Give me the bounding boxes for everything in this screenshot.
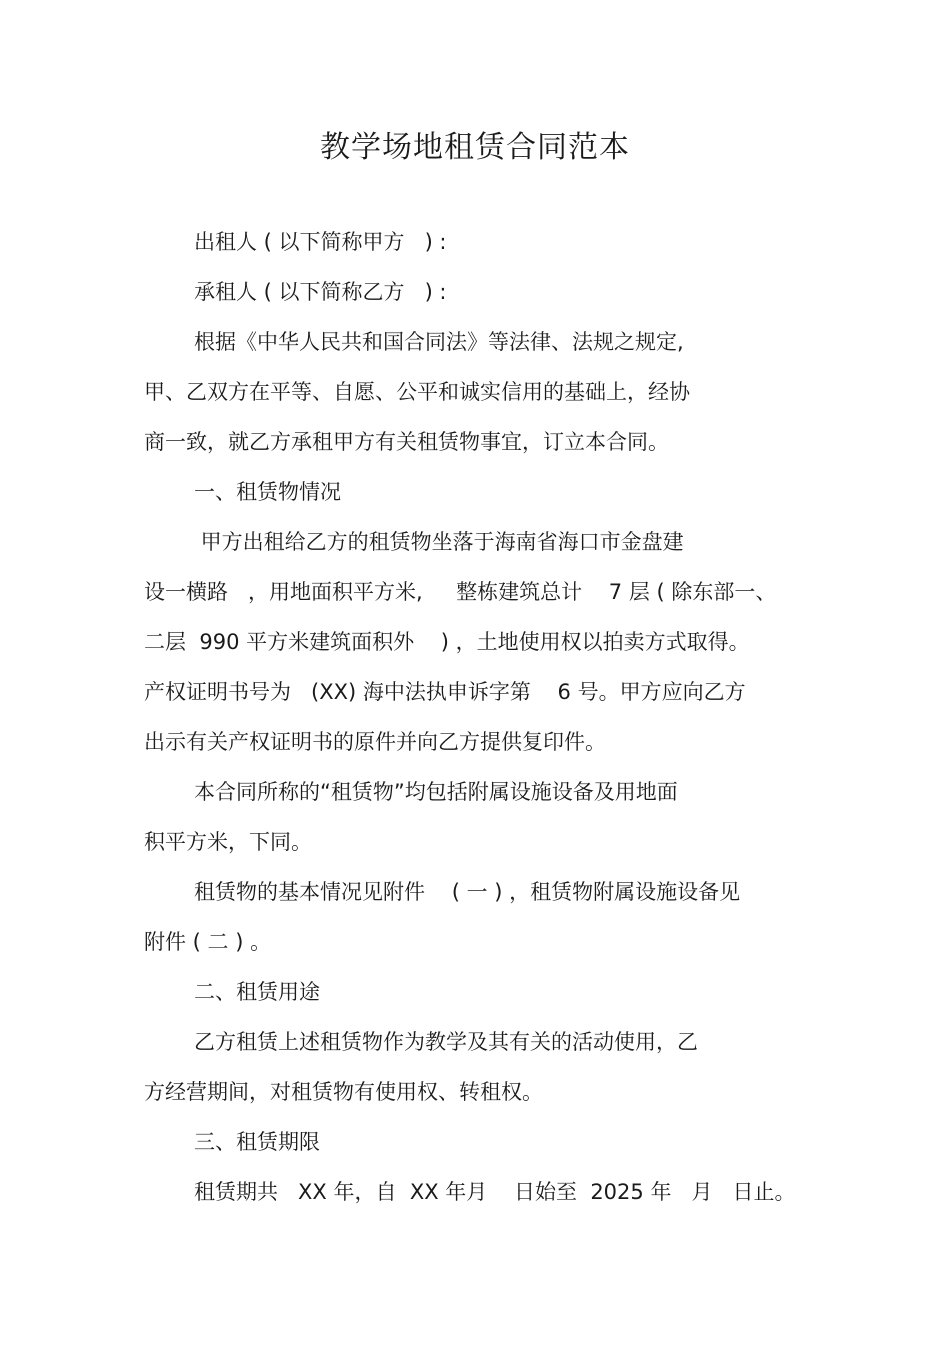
section-heading-3: 三、租赁期限 [194, 1130, 320, 1154]
lessee-line: 承租人 ( 以下简称乙方 ) : [194, 280, 447, 304]
section-heading-2: 二、租赁用途 [194, 980, 320, 1004]
section-1-para-1-line-5: 出示有关产权证明书的原件并向乙方提供复印件。 [144, 730, 606, 754]
section-2-para-line-2: 方经营期间，对租赁物有使用权、转租权。 [144, 1080, 543, 1104]
section-1-para-3-line-1: 租赁物的基本情况见附件 ( 一 ) ，租赁物附属设施设备见 [194, 880, 741, 904]
section-1-para-2-line-1: 本合同所称的“租赁物”均包括附属设施设备及用地面 [194, 780, 678, 804]
section-1-para-1-line-3: 二层 990 平方米建筑面积外 ) ，土地使用权以拍卖方式取得。 [144, 630, 750, 654]
section-3-para-line-1: 租赁期共 XX 年，自 XX 年月 日始至 2025 年 月 日止。 [194, 1180, 796, 1204]
document-title: 教学场地租赁合同范本 [320, 130, 630, 165]
section-1-para-1-line-2: 设一横路 ，用地面积平方米, 整栋建筑总计 7 层 ( 除东部一、 [144, 580, 777, 604]
preamble-line-1: 根据《中华人民共和国合同法》等法律、法规之规定, [194, 330, 684, 354]
section-1-para-1-line-4: 产权证明书号为 (XX) 海中法执申诉字第 6 号。甲方应向乙方 [144, 680, 746, 704]
section-heading-1: 一、租赁物情况 [194, 480, 341, 504]
section-1-para-2-line-2: 积平方米，下同。 [144, 830, 312, 854]
section-2-para-line-1: 乙方租赁上述租赁物作为教学及其有关的活动使用，乙 [194, 1030, 698, 1054]
section-1-para-1-line-1: 甲方出租给乙方的租赁物坐落于海南省海口市金盘建 [194, 530, 684, 554]
preamble-line-3: 商一致，就乙方承租甲方有关租赁物事宜，订立本合同。 [144, 430, 669, 454]
section-1-para-3-line-2: 附件 ( 二 ) 。 [144, 930, 272, 954]
lessor-line: 出租人 ( 以下简称甲方 ) : [194, 230, 447, 254]
preamble-line-2: 甲、乙双方在平等、自愿、公平和诚实信用的基础上，经协 [144, 380, 690, 404]
